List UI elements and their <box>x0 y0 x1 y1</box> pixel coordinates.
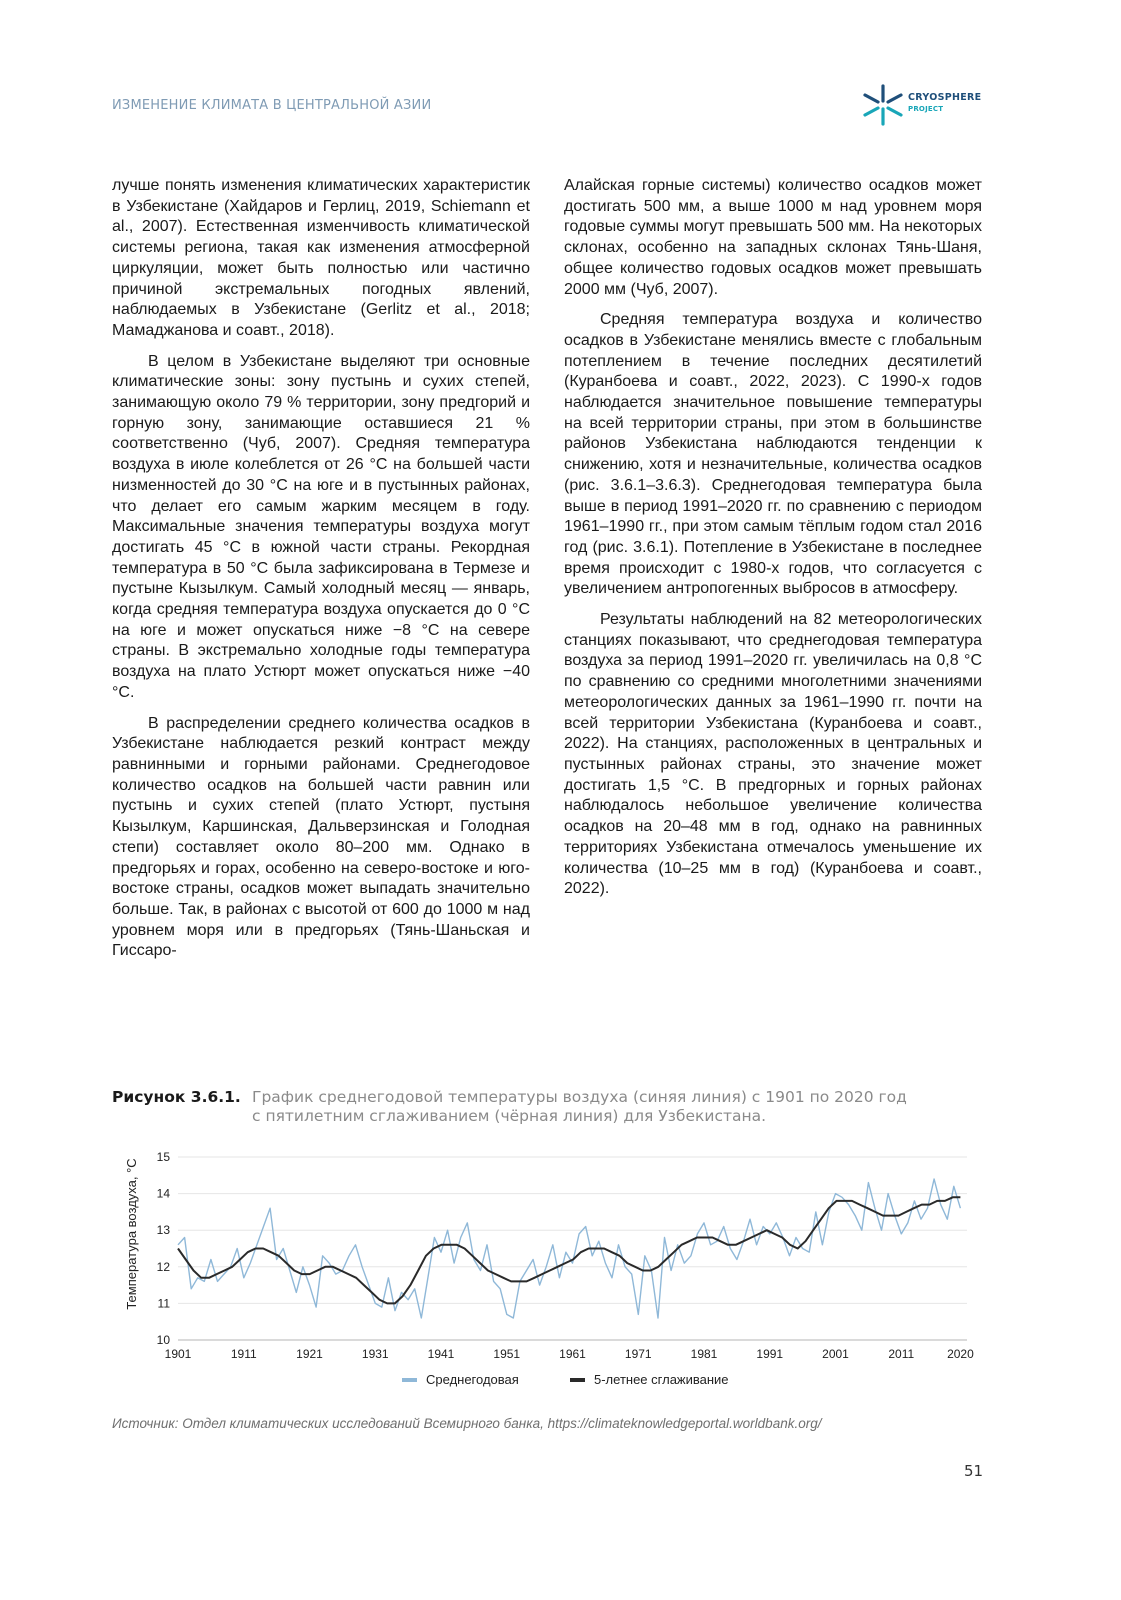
y-axis-label: Температура воздуха, °С <box>124 1158 139 1310</box>
temperature-chart <box>112 1145 992 1395</box>
legend-label-annual: Среднегодовая <box>426 1372 519 1387</box>
caption-line: с пятилетним сглаживанием (чёрная линия) для Узбекистана. <box>252 1107 767 1125</box>
cryosphere-logo <box>860 80 990 130</box>
x-tick-label: 2020 <box>947 1347 974 1361</box>
logo-title: CRYOSPHERE <box>908 92 982 103</box>
x-tick-label: 1931 <box>361 1347 389 1361</box>
y-tick-label: 15 <box>156 1150 170 1164</box>
x-tick-label: 1951 <box>493 1347 521 1361</box>
x-tick-label: 2011 <box>888 1347 915 1361</box>
paragraph: Алайская горные системы) количество осадков может достигать 500 мм, а выше 1000 м над уровнем моря годовые суммы могут превышать 500 мм. На некоторых склонах, особенно на западных склонах Тянь-Шаня, общее количество годовых осадков может превышать 2000 мм (Чуб, 2007). <box>564 177 982 298</box>
y-tick-label: 11 <box>157 1296 170 1311</box>
y-tick-label: 14 <box>156 1186 170 1201</box>
figure-number: Рисунок 3.6.1. <box>112 1088 241 1106</box>
logo-subtitle: PROJECT <box>908 105 944 113</box>
paragraph: лучше понять изменения климатических характеристик в Узбекистане (Хайдаров и Герлиц, 2019, Schiemann et al., 2007). Естественная изменчивость климатической системы региона, такая как изменения атмосферной циркуляции, может быть полностью или частично причиной экстремальных погодных явлений, наблюдаемых в Узбекистане (Gerlitz et al., 2018; Мамаджанова и соавт., 2018). <box>112 177 530 339</box>
paragraph: В целом в Узбекистане выделяют три основные климатические зоны: зону пустынь и сухих степей, занимающую около 79 % территории, зону предгорий и горную зону, занимающие оставшиеся 21 % соответственно (Чуб, 2007). Средняя температура воздуха в июле колеблется от 26 °С на большей части низменностей до 30 °С на юге и в пустынных районах, что делает его самым жарким месяцем в году. Максимальные значения температуры воздуха могут достигать 45 °С в южной части страны. Рекордная температура в 50 °С была зафиксирована в Термезе и пустыне Кызылкум. Самый холодный месяц — январь, когда средняя температура воздуха опускается до 0 °С на юге и может опускаться ниже −8 °С на севере страны. В экстремально холодные годы температура воздуха на плато Устюрт может опускаться ниже −40 °С. <box>112 352 530 701</box>
y-tick-label: 12 <box>156 1259 170 1274</box>
paragraph: В распределении среднего количества осадков в Узбекистане наблюдается резкий контраст между равнинными и горными районами. Среднегодовое количество осадков на большей части равнин или пустынь и сухих степей (плато Устюрт, пустыня Кызылкум, Каршинская, Дальверзинская и Голодная степи) составляет около 80–200 мм. Однако в предгорьях и горах, особенно на северо-востоке и юго-востоке страны, осадков может выпадать значительно больше. Так, в районах с высотой от 600 до 1000 м над уровнем моря или в предгорьях (Тянь-Шаньская и Гиссаро- <box>112 714 530 960</box>
y-tick-label: 13 <box>156 1223 170 1238</box>
caption-line: График среднегодовой температуры воздуха (синяя линия) с 1901 по 2020 год <box>252 1088 907 1106</box>
right-column <box>564 176 982 910</box>
page-number: 51 <box>964 1462 984 1480</box>
x-tick-label: 1921 <box>296 1347 323 1361</box>
snowflake-logo-icon <box>860 82 906 128</box>
x-tick-label: 1901 <box>164 1347 192 1361</box>
y-tick-label: 10 <box>156 1333 170 1347</box>
running-header: ИЗМЕНЕНИЕ КЛИМАТА В ЦЕНТРАЛЬНОЙ АЗИИ <box>112 98 432 113</box>
figure-caption-text <box>252 1088 932 1126</box>
x-tick-label: 1941 <box>427 1347 455 1361</box>
x-tick-label: 1971 <box>624 1347 652 1361</box>
x-tick-label: 1911 <box>230 1347 257 1361</box>
paragraph: Средняя температура воздуха и количество осадков в Узбекистане менялись вместе с глобальным потеплением в течение последних десятилетий (Куранбоева и соавт., 2022, 2023). С 1990-х годов наблюдается значительное повышение температуры на всей территории страны, при этом в большинстве районов Узбекистана наблюдаются тенденции к снижению, хотя и незначительные, количества осадков (рис. 3.6.1–3.6.3). Среднегодовая температура была выше в период 1991–2020 гг. по сравнению с периодом 1961–1990 гг., при этом самым тёплым годом стал 2016 год (рис. 3.6.1). Потепление в Узбекистане в последнее время происходит с 1980-х годов, что согласуется с увеличением антропогенных выбросов в атмосферу. <box>564 311 982 598</box>
chart-legend <box>402 1372 729 1387</box>
series-line-annual <box>178 1179 960 1318</box>
x-tick-label: 1991 <box>756 1347 784 1361</box>
left-column <box>112 176 530 972</box>
legend-label-smooth: 5-летнее сглаживание <box>594 1372 729 1387</box>
source-note: Источник: Отдел климатических исследований Всемирного банка, https://climateknowledgeportal.worldbank.org/ <box>112 1416 822 1431</box>
x-tick-label: 1981 <box>690 1347 718 1361</box>
x-tick-label: 2001 <box>822 1347 849 1361</box>
paragraph: Результаты наблюдений на 82 метеорологических станциях показывают, что среднегодовая температура воздуха за период 1991–2020 гг. увеличилась на 0,8 °С по сравнению со средними многолетними значениями метеорологических данных за 1961–1990 гг. почти на всей территории Узбекистана (Куранбоева и соавт., 2022). На станциях, расположенных в центральных и пустынных районах страны, это значение может достигать 1,5 °С. В предгорных и горных районах наблюдалось небольшое увеличение количества осадков на 20–48 мм в год, однако на равнинных территориях Узбекистана отмечалось уменьшение их количества (10–25 мм в год) (Куранбоева и соавт., 2022). <box>564 611 982 898</box>
x-tick-label: 1961 <box>559 1347 586 1361</box>
